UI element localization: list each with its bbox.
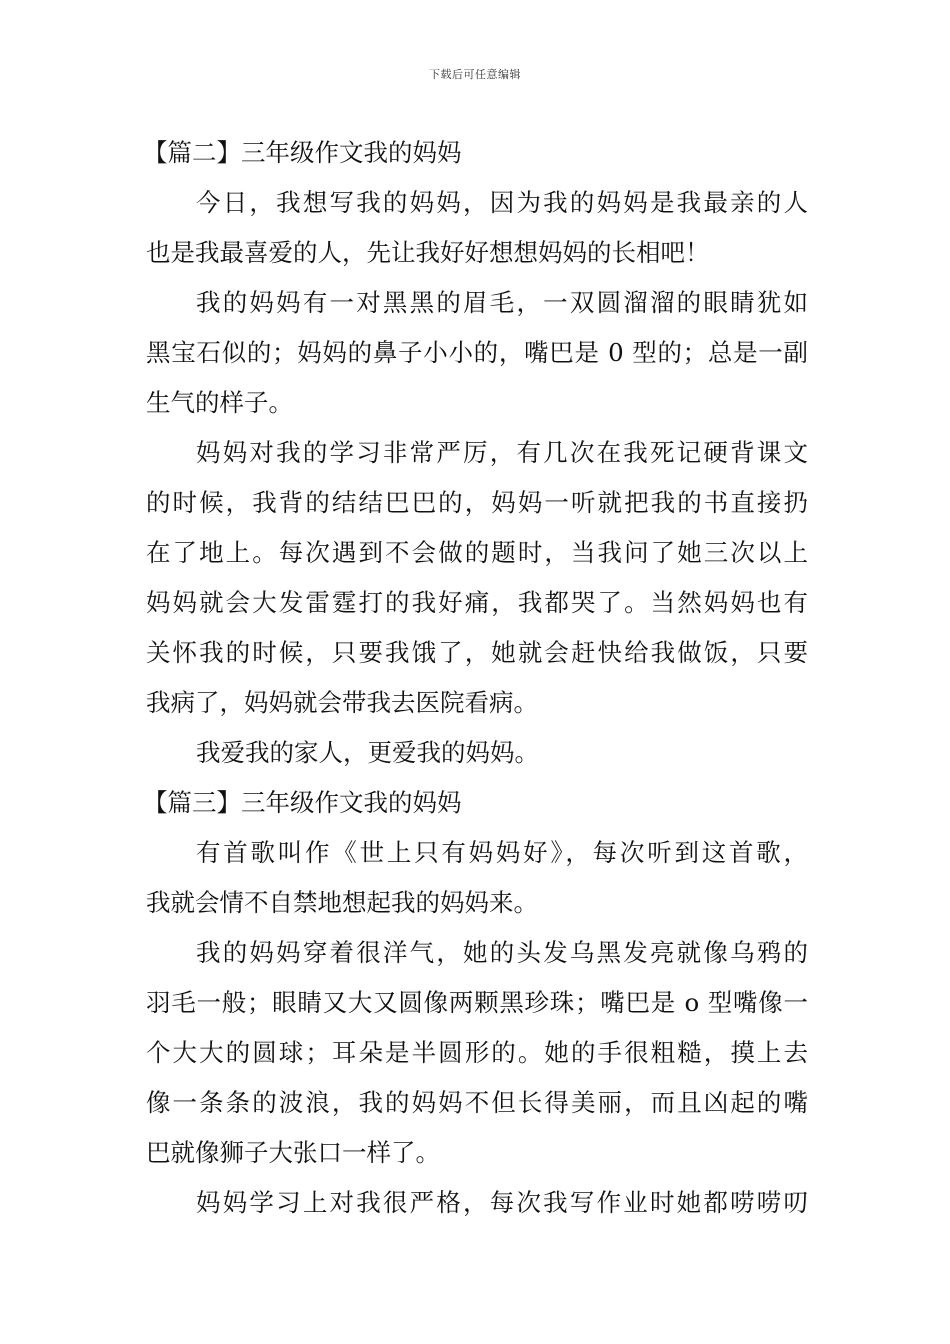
paragraph-line: 我的妈妈有一对黑黑的眉毛，一双圆溜溜的眼睛犹如 [196, 288, 808, 317]
section-heading-3: 【篇三】三年级作文我的妈妈 [143, 788, 462, 817]
paragraph-line: 黑宝石似的；妈妈的鼻子小小的，嘴巴是 0 型的；总是一副 [146, 338, 808, 367]
paragraph-line: 个大大的圆球；耳朵是半圆形的。她的手很粗糙，摸上去 [146, 1038, 808, 1067]
paragraph-line: 生气的样子。 [146, 388, 293, 417]
paragraph-line: 在了地上。每次遇到不会做的题时，当我问了她三次以上 [146, 538, 808, 567]
paragraph-line: 有首歌叫作《世上只有妈妈好》，每次听到这首歌， [196, 838, 808, 867]
paragraph-line: 我病了，妈妈就会带我去医院看病。 [146, 688, 538, 717]
document-body [143, 128, 808, 1228]
paragraph-line: 我爱我的家人，更爱我的妈妈。 [196, 738, 539, 767]
paragraph-line: 妈妈学习上对我很严格，每次我写作业时她都唠唠叨 [196, 1188, 808, 1217]
paragraph-line: 关怀我的时候，只要我饿了，她就会赶快给我做饭，只要 [146, 638, 808, 667]
paragraph-line: 巴就像狮子大张口一样了。 [146, 1138, 440, 1167]
paragraph-line: 羽毛一般；眼睛又大又圆像两颗黑珍珠；嘴巴是 o 型嘴像一 [146, 988, 808, 1017]
paragraph-line: 的时候，我背的结结巴巴的，妈妈一听就把我的书直接扔 [146, 488, 808, 517]
section-heading-2: 【篇二】三年级作文我的妈妈 [143, 138, 462, 167]
paragraph-line: 也是我最喜爱的人，先让我好好想想妈妈的长相吧！ [146, 238, 710, 267]
paragraph-line: 我的妈妈穿着很洋气，她的头发乌黑发亮就像乌鸦的 [196, 938, 808, 967]
paragraph-line: 我就会情不自禁地想起我的妈妈来。 [146, 888, 538, 917]
paragraph-line: 妈妈就会大发雷霆打的我好痛，我都哭了。当然妈妈也有 [146, 588, 808, 617]
page-header: 下载后可任意编辑 [429, 68, 521, 81]
paragraph-line: 妈妈对我的学习非常严厉，有几次在我死记硬背课文 [196, 438, 808, 467]
paragraph-line: 今日，我想写我的妈妈，因为我的妈妈是我最亲的人 [196, 188, 808, 217]
paragraph-line: 像一条条的波浪，我的妈妈不但长得美丽，而且凶起的嘴 [146, 1088, 808, 1117]
